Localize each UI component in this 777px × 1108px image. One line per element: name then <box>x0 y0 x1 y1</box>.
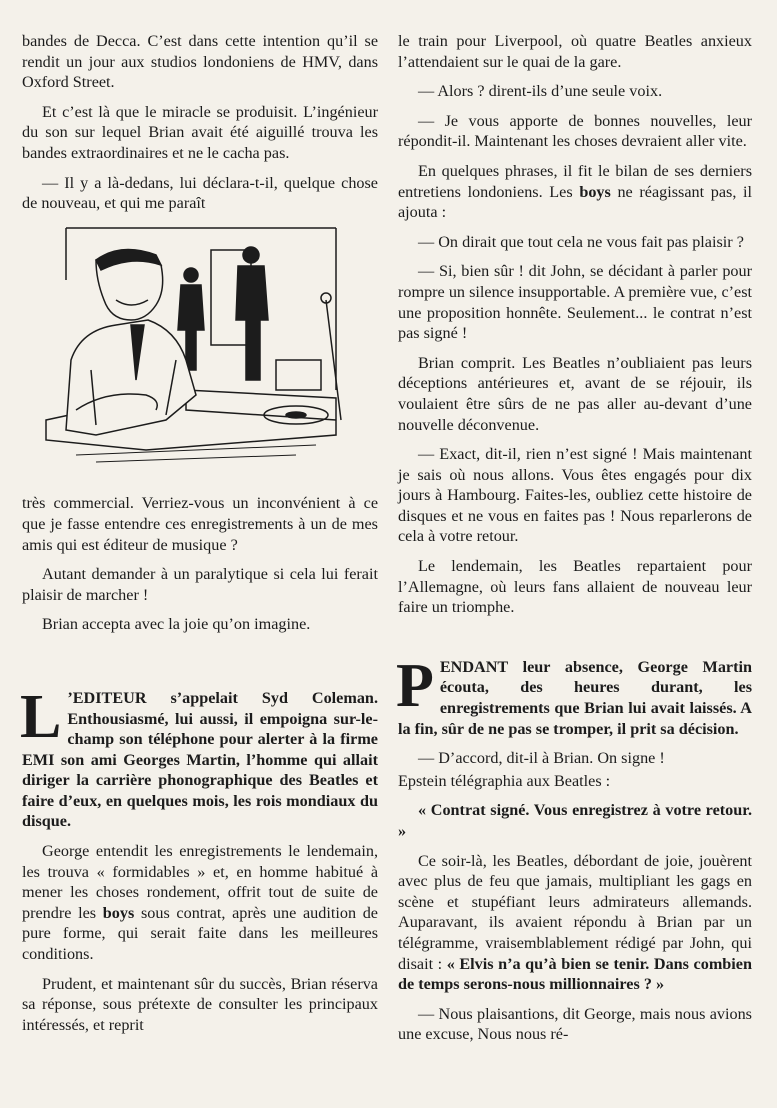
drop-cap: P <box>396 651 434 720</box>
paragraph: George entendit les enregistrements le lendemain, les trouva « formidables » et, en homme habitué à mener les choses rondement, offrit tout de suite de prendre les boys sous contrat, après une audition de pure forme, qui serait faite dans les meilleures conditions. <box>22 842 378 964</box>
section-lead <box>20 682 378 832</box>
paragraph: Brian comprit. Les Beatles n’oubliaient pas leurs déceptions antérieures et, avant de se réjouir, ils voulaient être sûrs de ne pas aller au-devant d’une nouvelle déconvenue. <box>398 353 752 434</box>
section-lead <box>396 651 752 739</box>
right-column <box>398 0 752 1054</box>
paragraph: Brian accepta avec la joie qu’on imagine. <box>42 615 311 634</box>
paragraph: Ce soir-là, les Beatles, débordant de joie, jouèrent avec plus de feu que jamais, multipliant les gags en scène et stupéfiant leurs admirateurs allemands. Auparavant, ils avaient répondu à Brian par un télégramme, vraisemblablement rédigé par John, qui disait : « Elvis n’a qu’à bien se tenir. Dans combien de temps serons-nous millionnaires ? » <box>398 851 752 994</box>
paragraph: Prudent, et maintenant sûr du succès, Brian réserva sa réponse, sous prétexte de consulter les principaux intéressés, et reprit <box>22 974 378 1034</box>
paragraph: — On dirait que tout cela ne vous fait pas plaisir ? <box>418 232 744 251</box>
paragraph: — D’accord, dit-il à Brian. On signe ! <box>418 749 665 768</box>
paragraph: — Nous plaisantions, dit George, mais nous avions une excuse, Nous nous ré- <box>398 1004 752 1044</box>
emphasis: « Elvis n’a qu’à bien se tenir. Dans combien de temps serons-nous millionnaires ? » <box>398 954 752 994</box>
left-column <box>22 0 378 1044</box>
lead-text: ENDANT leur absence, George Martin écouta, des heures durant, les enregistrements que Brian lui avait laissés. A la fin, sûr de ne pas se tromper, il prit sa décision. <box>398 657 752 738</box>
telegram-quote: « Contrat signé. Vous enregistrez à votre retour. » <box>398 801 752 840</box>
paragraph: bandes de Decca. C’est dans cette intention qu’il se rendit un jour aux studios londoniens de HMV, dans Oxford Street. <box>22 32 378 92</box>
studio-illustration <box>36 220 356 470</box>
paragraph: Et c’est là que le miracle se produisit. L’ingénieur du son sur lequel Brian avait été aiguillé trouva les bandes extraordinaires et ne le cacha pas. <box>22 102 378 162</box>
lead-text: ’EDITEUR s’appelait Syd Coleman. Enthousiasmé, lui aussi, il empoigna sur-le-champ son téléphone pour alerter à la firme EMI son ami Georges Martin, l’homme qui allait diriger la carrière phonographique des Beatles et faire d’eux, en quelques mois, les rois mondiaux du disque. <box>22 688 378 831</box>
paragraph: — Je vous apporte de bonnes nouvelles, leur répondit-il. Maintenant les choses devraient aller vite. <box>398 111 752 151</box>
paragraph: Le lendemain, les Beatles repartaient pour l’Allemagne, où leurs fans allaient de nouveau leur faire un triomphe. <box>398 557 752 617</box>
emphasis: boys <box>579 182 611 201</box>
paragraph: très commercial. Verriez-vous un inconvénient à ce que je fasse entendre ces enregistrements à un de mes amis qui est éditeur de musique ? <box>22 494 378 554</box>
paragraph: Autant demander à un paralytique si cela lui ferait plaisir de marcher ! <box>22 565 378 604</box>
paragraph: Epstein télégraphia aux Beatles : <box>398 771 611 790</box>
paragraph: En quelques phrases, il fit le bilan de ses derniers entretiens londoniens. Les boys ne réagissant pas, il ajouta : <box>398 161 752 222</box>
paragraph: le train pour Liverpool, où quatre Beatles anxieux l’attendaient sur le quai de la gare. <box>398 32 752 71</box>
paragraph: — Exact, dit-il, rien n’est signé ! Mais maintenant je sais où nous allons. Vous êtes engagés pour dix jours à Hambourg. Faites-les, oubliez cette histoire de disques et ne vous en faites pas ! Nous reparlerons de cela à votre retour. <box>398 445 752 546</box>
drop-cap: L <box>20 682 62 751</box>
emphasis: boys <box>102 903 135 922</box>
paragraph: — Si, bien sûr ! dit John, se décidant à parler pour rompre un silence insupportable. A première vue, c’est une proposition honnête. Seulement... le contrat n’est pas signé ! <box>398 262 752 343</box>
paragraph: — Il y a là-dedans, lui déclara-t-il, quelque chose de nouveau, et qui me paraît <box>22 173 378 213</box>
paragraph: — Alors ? dirent-ils d’une seule voix. <box>418 82 663 101</box>
